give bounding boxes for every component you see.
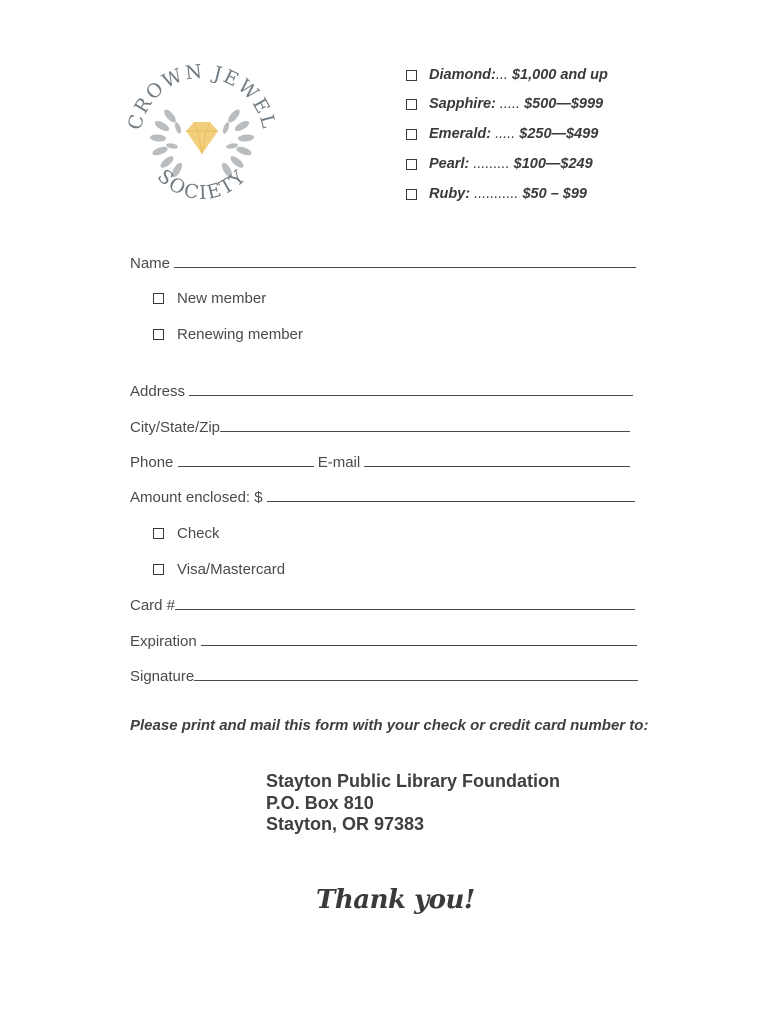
diamond-icon [186,122,218,154]
tier-diamond[interactable]: Diamond: ... $1,000 and up [406,65,608,85]
check-option[interactable]: Check [153,523,220,543]
crown-jewel-society-logo [122,58,282,218]
new-member-option[interactable]: New member [153,288,266,308]
expiration-field[interactable]: Expiration [130,631,637,651]
address-field[interactable]: Address [130,381,633,401]
amount-blank-line[interactable] [267,487,635,502]
tier-sapphire[interactable]: Sapphire: ..... $500—$999 [406,94,603,114]
checkbox-icon[interactable] [153,528,164,539]
visa-mastercard-option[interactable]: Visa/Mastercard [153,559,285,579]
logo-text-top: CROWN JEWEL [123,60,281,133]
tier-ruby[interactable]: Ruby: ........... $50 – $99 [406,184,587,204]
email-blank-line[interactable] [364,452,630,467]
card-blank-line[interactable] [175,595,635,610]
renewing-member-option[interactable]: Renewing member [153,324,303,344]
city-blank-line[interactable] [220,417,630,432]
checkbox-icon[interactable] [406,189,417,200]
name-blank-line[interactable] [174,253,636,268]
checkbox-icon[interactable] [153,564,164,575]
mailing-org-name: Stayton Public Library Foundation [266,771,561,791]
name-field[interactable]: Name [130,253,636,273]
address-blank-line[interactable] [189,381,633,396]
checkbox-icon[interactable] [406,99,417,110]
logo-text-bottom: SOCIETY [152,165,252,205]
phone-blank-line[interactable] [178,452,314,467]
mail-instructions: Please print and mail this form with your check or credit card number to: [130,717,649,734]
signature-blank-line[interactable] [194,666,638,681]
expiration-blank-line[interactable] [201,631,637,646]
city-state-zip-field[interactable]: City/State/Zip [130,417,630,437]
mailing-po-box: P.O. Box 810 [266,793,374,813]
checkbox-icon[interactable] [153,293,164,304]
tier-pearl[interactable]: Pearl: ......... $100—$249 [406,154,593,174]
signature-field[interactable]: Signature [130,666,638,686]
card-number-field[interactable]: Card # [130,595,635,615]
checkbox-icon[interactable] [406,129,417,140]
checkbox-icon[interactable] [153,329,164,340]
checkbox-icon[interactable] [406,159,417,170]
checkbox-icon[interactable] [406,70,417,81]
amount-enclosed-field[interactable]: Amount enclosed: $ [130,487,635,507]
mailing-city: Stayton, OR 97383 [266,814,425,834]
thank-you-text: Thank you! [316,885,475,915]
phone-email-field[interactable]: Phone E-mail [130,452,630,472]
tier-emerald[interactable]: Emerald: ..... $250—$499 [406,124,598,144]
